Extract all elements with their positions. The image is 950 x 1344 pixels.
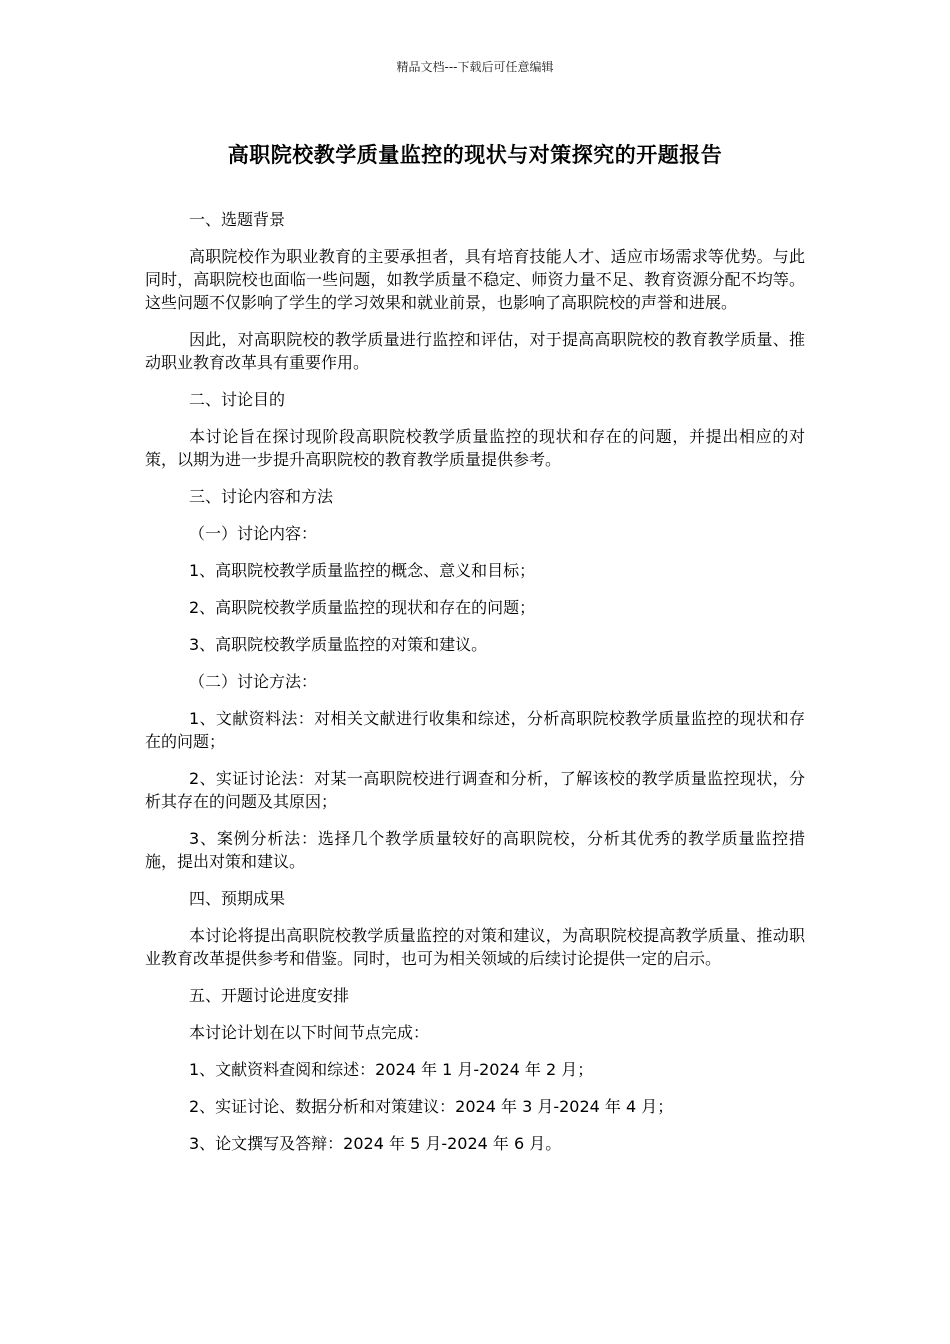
paragraph-purpose: 本讨论旨在探讨现阶段高职院校教学质量监控的现状和存在的问题，并提出相应的对策，以期为进一步提升高职院校的教育教学质量提供参考。 (145, 427, 805, 469)
document-body (145, 208, 805, 1169)
subheading-content: （一）讨论内容： (189, 524, 318, 543)
document-title: 高职院校教学质量监控的现状与对策探究的开题报告 (227, 143, 723, 167)
section-heading-results: 四、预期成果 (189, 889, 286, 908)
list-item-schedule-3: 3、论文撰写及答辩：2024 年 5 月-2024 年 6 月。 (189, 1134, 562, 1153)
paragraph-background: 高职院校作为职业教育的主要承担者，具有培育技能人才、适应市场需求等优势。与此同时，高职院校也面临一些问题，如教学质量不稳定、师资力量不足、教育资源分配不均等。这些问题不仅影响了学生的学习效果和就业前景，也影响了高职院校的声誉和进展。 (145, 247, 805, 312)
paragraph-significance: 因此，对高职院校的教学质量进行监控和评估，对于提高高职院校的教育教学质量、推动职业教育改革具有重要作用。 (145, 330, 805, 372)
list-item-content-2: 2、高职院校教学质量监控的现状和存在的问题； (189, 598, 536, 617)
list-item-method-2: 2、实证讨论法：对某一高职院校进行调查和分析，了解该校的教学质量监控现状，分析其存在的问题及其原因； (145, 769, 805, 811)
section-heading-purpose: 二、讨论目的 (189, 390, 286, 409)
section-heading-schedule: 五、开题讨论进度安排 (189, 986, 350, 1005)
header-note: 精品文档---下载后可任意编辑 (396, 60, 554, 74)
list-item-schedule-1: 1、文献资料查阅和综述：2024 年 1 月-2024 年 2 月； (189, 1060, 594, 1079)
list-item-schedule-2: 2、实证讨论、数据分析和对策建议：2024 年 3 月-2024 年 4 月； (189, 1097, 674, 1116)
list-item-content-3: 3、高职院校教学质量监控的对策和建议。 (189, 635, 488, 654)
list-item-method-3: 3、案例分析法：选择几个教学质量较好的高职院校，分析其优秀的教学质量监控措施，提出对策和建议。 (145, 829, 805, 871)
list-item-content-1: 1、高职院校教学质量监控的概念、意义和目标； (189, 561, 536, 580)
subheading-method: （二）讨论方法： (189, 672, 318, 691)
section-heading-background: 一、选题背景 (189, 210, 286, 229)
section-heading-content-method: 三、讨论内容和方法 (189, 487, 334, 506)
paragraph-schedule-intro: 本讨论计划在以下时间节点完成： (189, 1023, 430, 1042)
list-item-method-1: 1、文献资料法：对相关文献进行收集和综述，分析高职院校教学质量监控的现状和存在的问题； (145, 709, 805, 751)
paragraph-results: 本讨论将提出高职院校教学质量监控的对策和建议，为高职院校提高教学质量、推动职业教育改革提供参考和借鉴。同时，也可为相关领域的后续讨论提供一定的启示。 (145, 926, 805, 968)
